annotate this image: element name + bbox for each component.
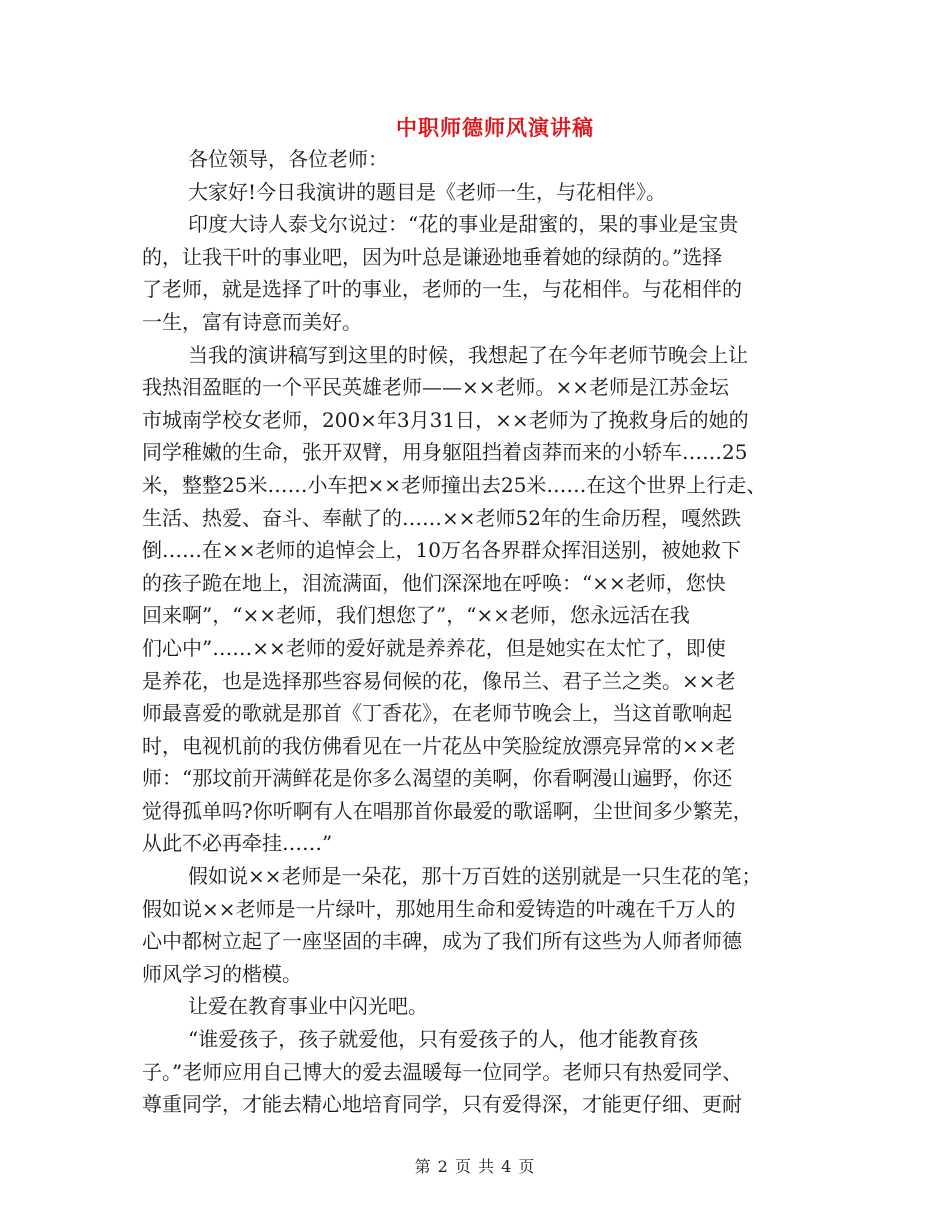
body-line: 倒……在××老师的追悼会上，10万名各界群众挥泪送别，被她救下 [142,538,741,563]
document-title: 中职师德师风演讲稿 [396,115,594,140]
page-number-footer: 第 2 页 共 4 页 [414,1157,536,1176]
body-line: 子。”老师应用自己博大的爱去温暖每一位同学。老师只有热爱同学、 [142,1059,743,1084]
body-line: 尊重同学，才能去精心地培育同学，只有爱得深，才能更仔细、更耐 [142,1092,742,1117]
body-line: 师：“那坟前开满鲜花是你多么渴望的美啊，你看啊漫山遍野，你还 [142,766,733,791]
body-line: 假如说××老师是一片绿叶，那她用生命和爱铸造的叶魂在千万人的 [142,896,736,921]
body-line: 时，电视机前的我仿佛看见在一片花丛中笑脸绽放漂亮异常的××老 [142,733,736,758]
body-line: 印度大诗人泰戈尔说过：“花的事业是甜蜜的，果的事业是宝贵 [188,212,739,237]
body-line: 从此不必再牵挂……” [142,831,333,856]
document-body [142,143,832,1121]
body-line: 当我的演讲稿写到这里的时候，我想起了在今年老师节晚会上让 [188,342,748,367]
body-line: 的，让我干叶的事业吧，因为叶总是谦逊地垂着她的绿荫的。”选择 [142,244,723,269]
body-line: 师风学习的楷模。 [142,961,302,986]
body-line: 假如说××老师是一朵花，那十万百姓的送别就是一只生花的笔； [188,864,762,889]
body-line: 我热泪盈眶的一个平民英雄老师——××老师。××老师是江苏金坛 [142,375,730,400]
body-line: 生活、热爱、奋斗、奉献了的……××老师52年的生命历程，嘎然跌 [142,505,741,530]
body-line: 米，整整25米……小车把××老师撞出去25米……在这个世界上行走、 [142,472,767,497]
body-line: 让爱在教育事业中闪光吧。 [188,994,428,1019]
body-line: 的孩子跪在地上，泪流满面，他们深深地在呼唤：“××老师，您快 [142,570,726,595]
body-line: 市城南学校女老师，200×年3月31日，××老师为了挽救身后的她的 [142,407,749,432]
body-line: 师最喜爱的歌就是那首《丁香花》，在老师节晚会上，当这首歌响起 [142,701,732,726]
body-line: 觉得孤单吗?你听啊有人在唱那首你最爱的歌谣啊，尘世间多少繁芜， [142,798,753,823]
body-line: 一生，富有诗意而美好。 [142,309,362,334]
body-line: “谁爱孩子，孩子就爱他，只有爱孩子的人，他才能教育孩 [188,1027,699,1052]
body-line: 回来啊”，“××老师，我们想您了”，“××老师，您永远活在我 [142,603,690,628]
body-line: 各位领导，各位老师： [188,147,388,171]
body-line: 了老师，就是选择了叶的事业，老师的一生，与花相伴。与花相伴的 [142,277,742,302]
body-line: 是养花，也是选择那些容易伺候的花，像吊兰、君子兰之类。××老 [142,668,736,693]
body-line: 同学稚嫩的生命，张开双臂，用身躯阻挡着卤莽而来的小轿车……25 [142,440,748,465]
body-line: 心中都树立起了一座坚固的丰碑，成为了我们所有这些为人师者师德 [142,929,742,954]
body-line: 们心中”……××老师的爱好就是养养花，但是她实在太忙了，即使 [142,635,726,660]
body-line: 大家好!今日我演讲的题目是《老师一生，与花相伴》。 [188,179,667,204]
